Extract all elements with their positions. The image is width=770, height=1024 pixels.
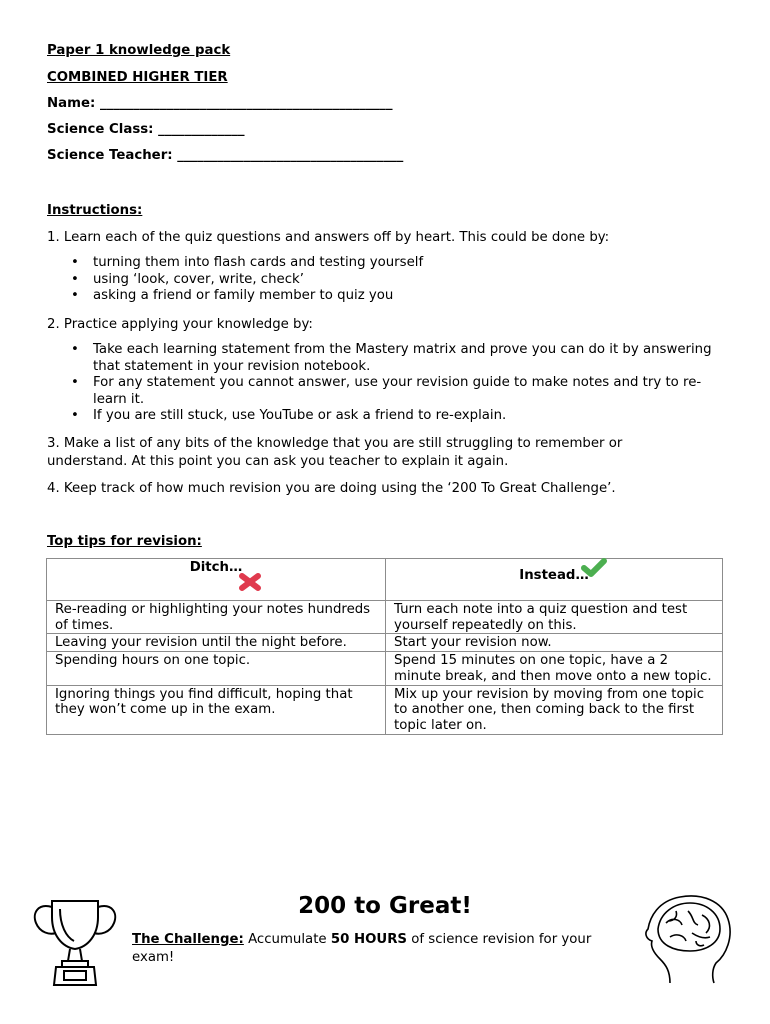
class-field bbox=[47, 121, 245, 138]
list-item: • asking a friend or family member to quiz you bbox=[71, 288, 394, 303]
teacher-label: Science Teacher: bbox=[47, 148, 173, 163]
page-title: Paper 1 knowledge pack bbox=[47, 43, 231, 58]
instead-cell: Turn each note into a quiz question and test yourself repeatedly on this. bbox=[386, 601, 723, 634]
head-brain-icon bbox=[640, 893, 736, 989]
step1-bullet-list bbox=[47, 255, 737, 305]
class-blank: _____________ bbox=[158, 122, 245, 137]
green-tick-icon bbox=[580, 557, 608, 584]
ditch-header bbox=[47, 559, 386, 601]
ditch-cell: Re-reading or highlighting your notes hundreds of times. bbox=[47, 601, 386, 634]
instead-cell: Start your revision now. bbox=[386, 634, 723, 652]
challenge-text bbox=[132, 931, 632, 967]
instruction-step-3: 3. Make a list of any bits of the knowledge that you are still struggling to remember or understand. At this point you can ask you teacher to explain it again. bbox=[47, 436, 623, 469]
table-row bbox=[47, 634, 723, 652]
challenge-text-part: Accumulate bbox=[243, 932, 331, 947]
instruction-step-2: 2. Practice applying your knowledge by: bbox=[47, 317, 313, 332]
class-label: Science Class: bbox=[47, 122, 154, 137]
name-blank: ____________________________________________ bbox=[99, 96, 393, 111]
instead-cell: Mix up your revision by moving from one topic to another one, then coming back to the first topic later on. bbox=[386, 685, 723, 734]
teacher-blank: __________________________________ bbox=[177, 148, 404, 163]
name-field bbox=[47, 95, 392, 112]
list-item: • turning them into flash cards and testing yourself bbox=[71, 255, 424, 270]
list-item: • Take each learning statement from the Mastery matrix and prove you can do it by answering that statement in your revision notebook. bbox=[71, 342, 712, 374]
challenge-title: 200 to Great! bbox=[298, 893, 472, 919]
tips-table bbox=[46, 558, 723, 735]
instruction-step-4: 4. Keep track of how much revision you are doing using the ‘200 To Great Challenge’. bbox=[47, 481, 616, 496]
challenge-text-part: of science revision for your exam! bbox=[132, 932, 592, 965]
ditch-header-label: Ditch… bbox=[189, 560, 243, 575]
red-cross-icon bbox=[238, 571, 262, 598]
instead-header bbox=[386, 559, 723, 601]
ditch-cell: Spending hours on one topic. bbox=[47, 652, 386, 685]
challenge-label: The Challenge: bbox=[132, 932, 244, 947]
list-item: • For any statement you cannot answer, use your revision guide to make notes and try to re-learn it. bbox=[71, 375, 702, 407]
table-row bbox=[47, 652, 723, 685]
tier-label: COMBINED HIGHER TIER bbox=[47, 70, 228, 85]
list-item: • If you are still stuck, use YouTube or ask a friend to re-explain. bbox=[71, 408, 507, 423]
ditch-cell: Leaving your revision until the night before. bbox=[47, 634, 386, 652]
instruction-step-1: 1. Learn each of the quiz questions and answers off by heart. This could be done by: bbox=[47, 230, 610, 245]
tips-heading: Top tips for revision: bbox=[47, 534, 202, 549]
table-row bbox=[47, 601, 723, 634]
step2-bullet-list bbox=[47, 342, 727, 425]
name-label: Name: bbox=[47, 96, 96, 111]
ditch-cell: Ignoring things you find difficult, hoping that they won’t come up in the exam. bbox=[47, 685, 386, 734]
table-row bbox=[47, 685, 723, 734]
instead-header-label: Instead… bbox=[519, 568, 589, 583]
instructions-heading: Instructions: bbox=[47, 203, 143, 218]
instead-cell: Spend 15 minutes on one topic, have a 2 minute break, and then move onto a new topic. bbox=[386, 652, 723, 685]
list-item: • using ‘look, cover, write, check’ bbox=[71, 271, 304, 287]
teacher-field bbox=[47, 147, 403, 164]
challenge-hours: 50 HOURS bbox=[330, 932, 408, 947]
table-header-row bbox=[47, 559, 723, 601]
